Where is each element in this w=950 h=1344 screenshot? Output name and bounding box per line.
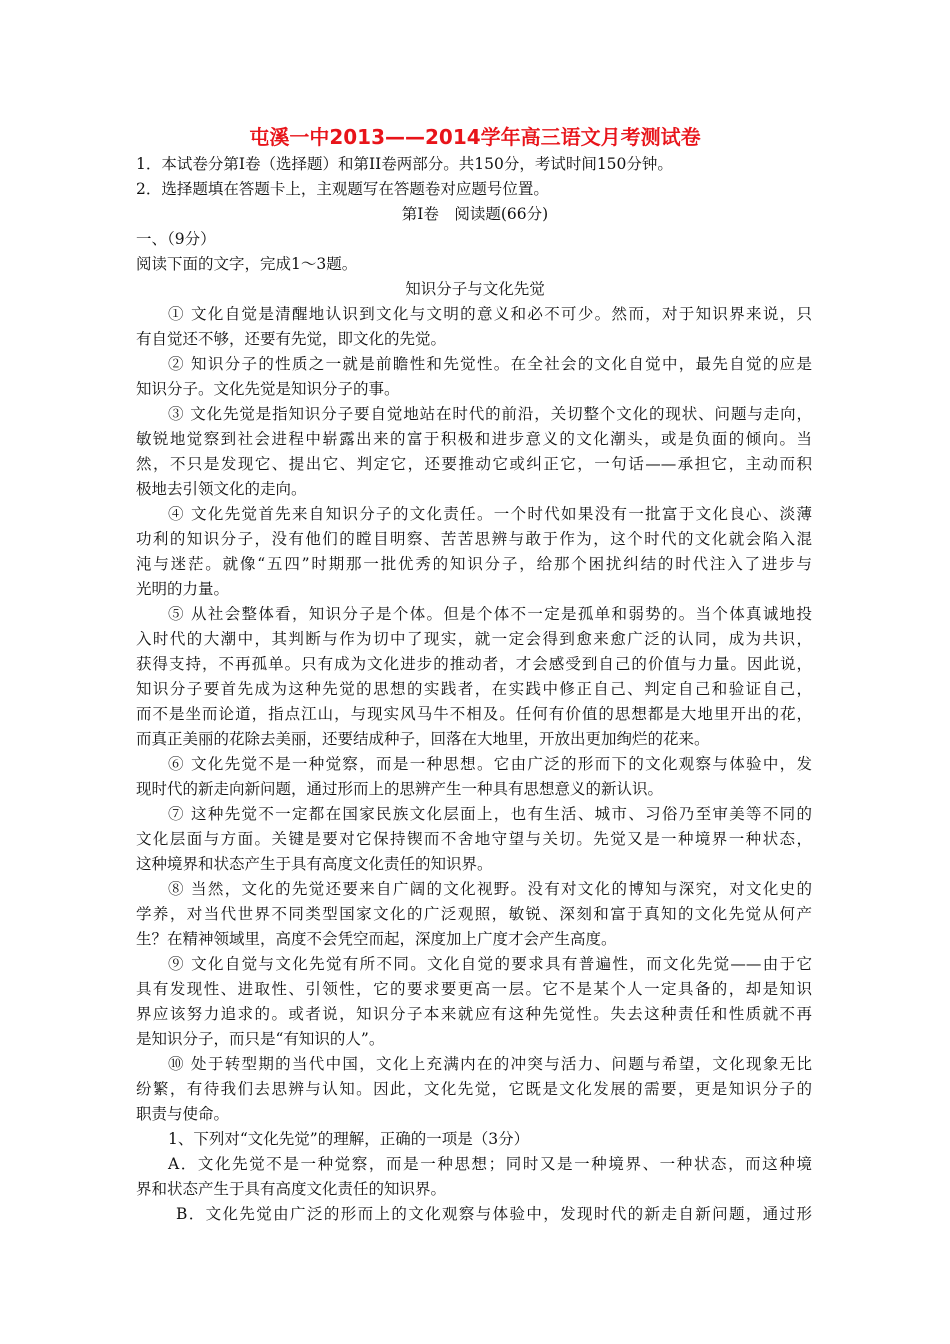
paragraph-line: 学养，对当代世界不同类型国家文化的广泛观照，敏锐、深刻和富于真知的文化先觉从何产 (136, 905, 812, 923)
paragraph-line: ⑩ 处于转型期的当代中国，文化上充满内在的冲突与活力、问题与希望，文化现象无比 (168, 1055, 812, 1073)
paragraph-line: 职责与使命。 (136, 1105, 230, 1123)
paragraph-line: 界应该努力追求的。或者说，知识分子本来就应有这种先觉性。失去这种责任和性质就不再 (136, 1005, 812, 1023)
paragraph-line: ⑤ 从社会整体看，知识分子是个体。但是个体不一定是孤单和弱势的。当个体真诚地投 (168, 605, 812, 623)
section-heading: 第Ⅰ卷 阅读题(66分) (401, 205, 549, 223)
paragraph-line: 而不是坐而论道，指点江山，与现实风马牛不相及。任何有价值的思想都是大地里开出的花， (136, 705, 812, 723)
paragraph-line: ⑥ 文化先觉不是一种觉察，而是一种思想。它由广泛的形而下的文化观察与体验中，发 (168, 755, 812, 773)
paragraph-line: ⑨ 文化自觉与文化先觉有所不同。文化自觉的要求具有普遍性，而文化先觉——由于它 (168, 955, 812, 973)
paragraph-line: 知识分子要首先成为这种先觉的思想的实践者，在实践中修正自己、判定自己和验证自己， (136, 680, 812, 698)
option-a-line: A．文化先觉不是一种觉察，而是一种思想；同时又是一种境界、一种状态，而这种境 (168, 1155, 812, 1173)
paragraph-line: 沌与迷茫。就像“五四”时期那一批优秀的知识分子，给那个困扰纠结的时代注入了进步与 (136, 555, 812, 573)
paragraph-line: 有自觉还不够，还要有先觉，即文化的先觉。 (136, 330, 447, 348)
paragraph-line: 纷繁，有待我们去思辨与认知。因此，文化先觉，它既是文化发展的需要，更是知识分子的 (136, 1080, 812, 1098)
option-a-line: 界和状态产生于具有高度文化责任的知识界。 (136, 1180, 447, 1198)
paragraph-line: 这种境界和状态产生于具有高度文化责任的知识界。 (136, 855, 493, 873)
part-one-label: 一、（9分） (136, 230, 216, 248)
reading-instruction: 阅读下面的文字，完成1～3题。 (136, 255, 358, 273)
paragraph-line: 获得支持，不再孤单。只有成为文化进步的推动者，才会感受到自己的价值与力量。因此说， (136, 655, 812, 673)
note-2: 2．选择题填在答题卡上，主观题写在答题卷对应题号位置。 (136, 180, 549, 198)
article-title: 知识分子与文化先觉 (405, 280, 545, 298)
option-b-line: B．文化先觉由广泛的形而上的文化观察与体验中，发现时代的新走自新问题，通过形 (176, 1205, 812, 1223)
paragraph-line: 极地去引领文化的走向。 (136, 480, 307, 498)
paragraph-line: 而真正美丽的花除去美丽，还要结成种子，回落在大地里，开放出更加绚烂的花来。 (136, 730, 710, 748)
paragraph-line: 功利的知识分子，没有他们的瞠目明察、苦苦思辨与敢于作为，这个时代的文化就会陷入混 (136, 530, 812, 548)
paragraph-line: 然，不只是发现它、提出它、判定它，还要推动它或纠正它，一句话——承担它，主动而积 (136, 455, 812, 473)
paragraph-line: 入时代的大潮中，其判断与作为切中了现实，就一定会得到愈来愈广泛的认同，成为共识， (136, 630, 812, 648)
paragraph-line: 光明的力量。 (136, 580, 230, 598)
question-stem: 1、下列对“文化先觉”的理解，正确的一项是（3分） (168, 1130, 530, 1148)
note-1: 1．本试卷分第Ⅰ卷（选择题）和第II卷两部分。共150分，考试时间150分钟。 (136, 155, 673, 173)
paragraph-line: 是知识分子，而只是“有知识的人”。 (136, 1030, 385, 1048)
paragraph-line: 敏锐地觉察到社会进程中崭露出来的富于积极和进步意义的文化潮头，或是负面的倾向。当 (136, 430, 812, 448)
paragraph-line: 生？在精神领域里，高度不会凭空而起，深度加上广度才会产生高度。 (136, 930, 617, 948)
paragraph-line: ② 知识分子的性质之一就是前瞻性和先觉性。在全社会的文化自觉中，最先自觉的应是 (168, 355, 812, 373)
paragraph-line: ① 文化自觉是清醒地认识到文化与文明的意义和必不可少。然而，对于知识界来说，只 (168, 305, 812, 323)
paragraph-line: 现时代的新走向新问题，通过形而上的思辨产生一种具有思想意义的新认识。 (136, 780, 664, 798)
paragraph-line: ⑦ 这种先觉不一定都在国家民族文化层面上，也有生活、城市、习俗乃至审美等不同的 (168, 805, 812, 823)
paragraph-line: ⑧ 当然，文化的先觉还要来自广阔的文化视野。没有对文化的博知与深究，对文化史的 (168, 880, 812, 898)
paragraph-line: 具有发现性、进取性、引领性，它的要求要更高一层。它不是某个人一定具备的，却是知识 (136, 980, 812, 998)
paragraph-line: 文化层面与方面。关键是要对它保持锲而不舍地守望与关切。先觉又是一种境界一种状态， (136, 830, 812, 848)
paragraph-line: ④ 文化先觉首先来自知识分子的文化责任。一个时代如果没有一批富于文化良心、淡薄 (168, 505, 812, 523)
paragraph-line: 知识分子。文化先觉是知识分子的事。 (136, 380, 400, 398)
paragraph-line: ③ 文化先觉是指知识分子要自觉地站在时代的前沿，关切整个文化的现状、问题与走向， (168, 405, 812, 423)
exam-title: 屯溪一中2013——2014学年高三语文月考测试卷 (249, 125, 701, 149)
